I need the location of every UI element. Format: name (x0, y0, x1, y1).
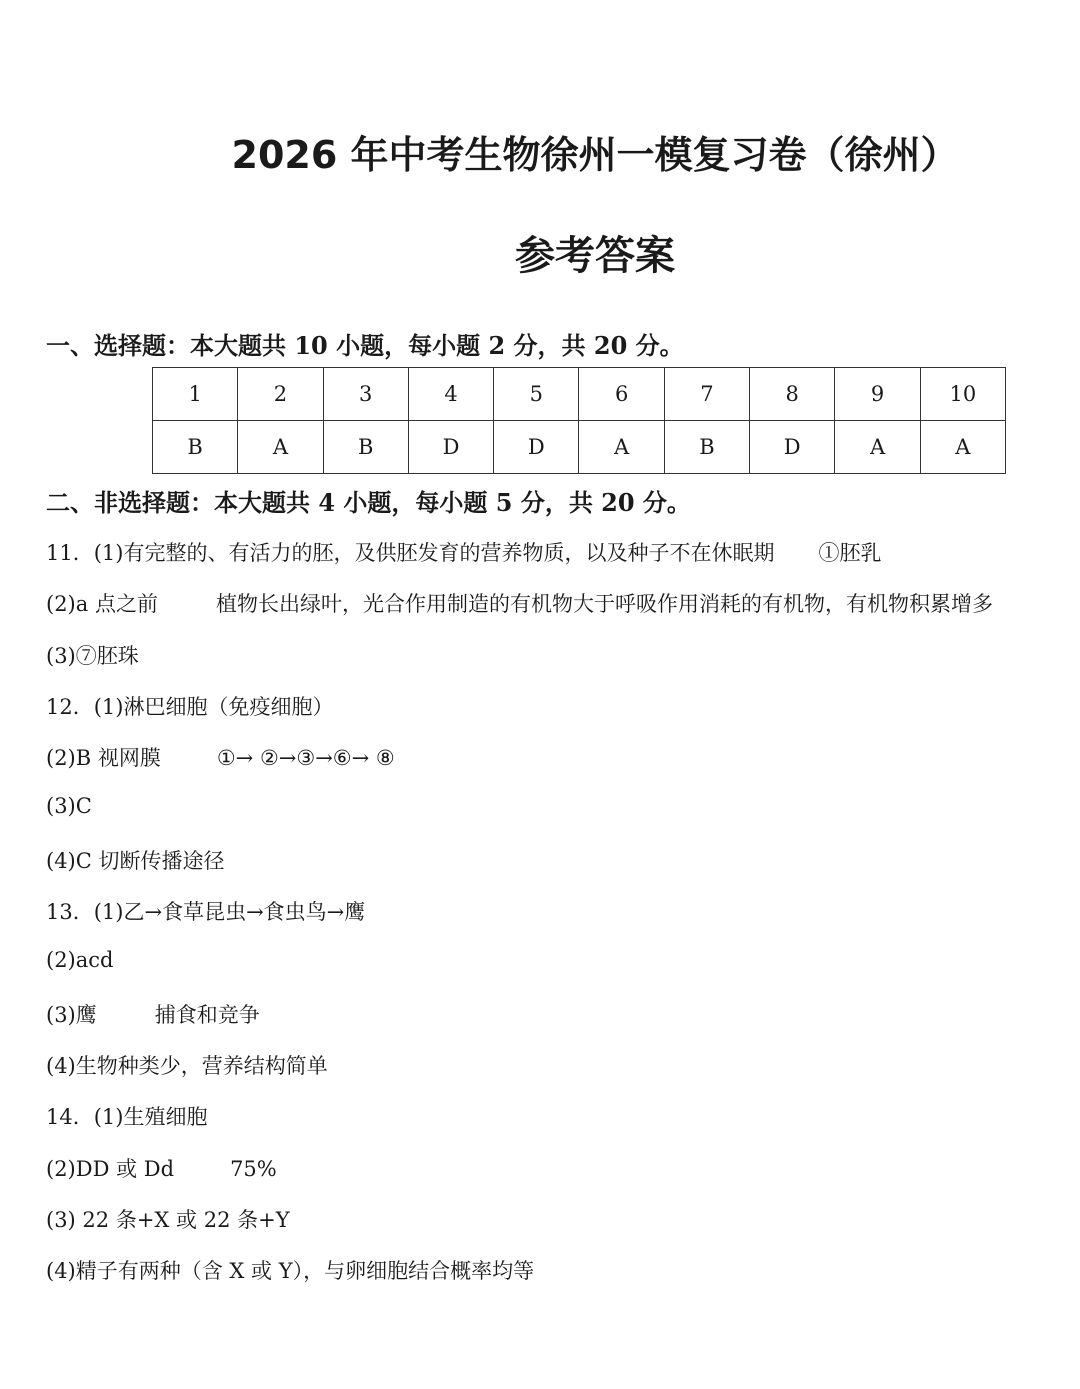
answer-text: 植物长出绿叶，光合作用制造的有机物大于呼吸作用消耗的有机物，有机物积累增多 (215, 592, 993, 616)
question-number-cell: 9 (835, 368, 920, 421)
answer-text: 11．(1)有完整的、有活力的胚，及供胚发育的营养物质，以及种子不在休眠期 (46, 541, 775, 565)
answer-line-q12-1: 12．(1)淋巴细胞（免疫细胞） (46, 695, 334, 719)
question-number-cell: 3 (323, 368, 408, 421)
answer-table-answer-row (153, 421, 1006, 474)
section-heading-multiple-choice: 一、选择题：本大题共 10 小题，每小题 2 分，共 20 分。 (46, 331, 684, 360)
answer-line-q14-3: (3) 22 条+X 或 22 条+Y (46, 1208, 290, 1232)
question-number-cell: 7 (664, 368, 749, 421)
question-number-cell: 4 (408, 368, 493, 421)
question-number-cell: 2 (238, 368, 323, 421)
answer-table (152, 367, 1006, 474)
answer-text: 捕食和竞争 (154, 1003, 260, 1027)
answer-table-number-row (153, 368, 1006, 421)
answer-line-q14-2 (46, 1153, 277, 1183)
answer-line-q12-2 (46, 742, 395, 772)
answer-cell: A (579, 421, 664, 474)
answer-text: (2)DD 或 Dd (46, 1157, 175, 1181)
answer-cell: A (835, 421, 920, 474)
answer-line-q11-1 (46, 537, 881, 567)
answer-cell: B (323, 421, 408, 474)
question-number-cell: 5 (494, 368, 579, 421)
answer-cell: D (408, 421, 493, 474)
answer-line-q13-4: (4)生物种类少，营养结构简单 (46, 1054, 328, 1078)
answer-cell: B (153, 421, 238, 474)
answer-line-q11-3: (3)⑦胚珠 (46, 644, 139, 668)
answer-line-q12-3: (3)C (46, 794, 92, 818)
answer-line-q11-2 (46, 588, 993, 618)
answer-line-q13-1: 13．(1)乙→食草昆虫→食虫鸟→鹰 (46, 900, 366, 924)
answer-text: (3)鹰 (46, 1003, 97, 1027)
answer-text: ①胚乳 (818, 541, 882, 565)
answer-cell: A (920, 421, 1005, 474)
answer-cell: B (664, 421, 749, 474)
answer-text: (2)B 视网膜 (46, 746, 161, 770)
answer-line-q13-3 (46, 999, 260, 1029)
answer-text: ①→ ②→③→⑥→ ⑧ (216, 746, 395, 770)
question-number-cell: 8 (750, 368, 835, 421)
answer-line-q13-2: (2)acd (46, 948, 114, 972)
page-title: 2026 年中考生物徐州一模复习卷（徐州） (231, 133, 959, 177)
page-subtitle: 参考答案 (515, 233, 675, 279)
question-number-cell: 6 (579, 368, 664, 421)
section-heading-non-choice: 二、非选择题：本大题共 4 小题，每小题 5 分，共 20 分。 (46, 488, 691, 517)
answer-line-q14-1: 14．(1)生殖细胞 (46, 1105, 208, 1129)
answer-cell: D (750, 421, 835, 474)
question-number-cell: 1 (153, 368, 238, 421)
answer-cell: D (494, 421, 579, 474)
answer-line-q14-4: (4)精子有两种（含 X 或 Y），与卵细胞结合概率均等 (46, 1259, 535, 1283)
answer-text: 75% (230, 1157, 277, 1181)
answer-line-q12-4: (4)C 切断传播途径 (46, 849, 225, 873)
question-number-cell: 10 (920, 368, 1005, 421)
answer-cell: A (238, 421, 323, 474)
answer-text: (2)a 点之前 (46, 592, 158, 616)
